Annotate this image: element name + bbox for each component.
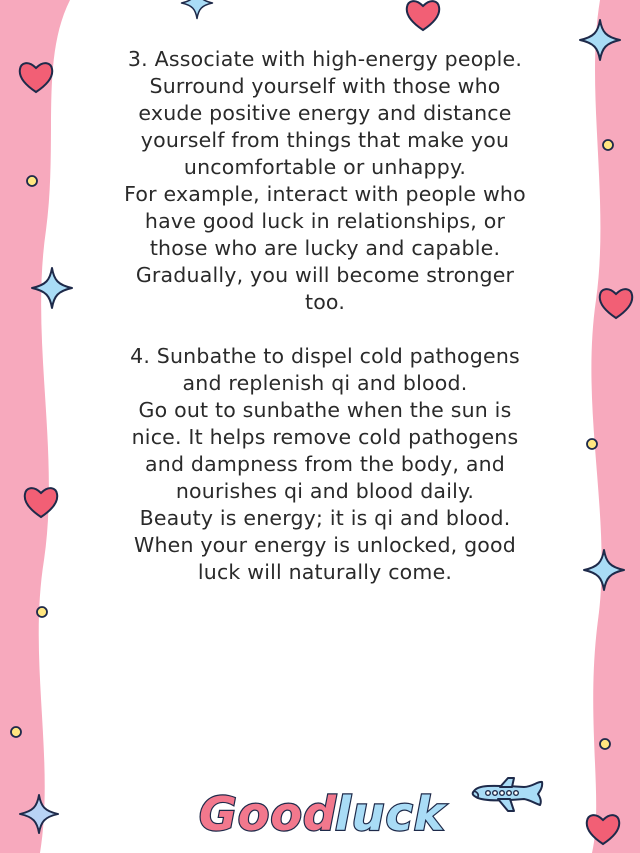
dot-icon bbox=[598, 737, 612, 751]
star-icon bbox=[175, 0, 219, 20]
section-3-paragraph: Surround yourself with those who exude positive energy and distance yourself from things that make you uncomfortable or unhappy. bbox=[138, 74, 512, 179]
dot-icon bbox=[35, 605, 49, 619]
star-icon bbox=[578, 18, 622, 62]
dot-icon bbox=[585, 437, 599, 451]
heart-icon bbox=[404, 0, 442, 32]
star-icon bbox=[18, 793, 60, 835]
section-3-paragraph: Gradually, you will become stronger too. bbox=[135, 263, 515, 314]
good-luck-sticker bbox=[195, 780, 465, 840]
heart-icon bbox=[17, 60, 55, 94]
section-3-heading: 3. Associate with high-energy people. bbox=[127, 47, 523, 71]
section-4-heading: 4. Sunbathe to dispel cold pathogens and replenish qi and blood. bbox=[130, 344, 520, 395]
dot-icon bbox=[25, 174, 39, 188]
section-4-paragraph: Go out to sunbathe when the sun is nice. It helps remove cold pathogens and dampness from the body, and nourishes qi and blood daily. bbox=[131, 398, 519, 503]
section-3-paragraph: For example, interact with people who have good luck in relationships, or those who are lucky and capable. bbox=[124, 182, 526, 260]
luck-text: luck bbox=[335, 787, 446, 840]
section-4-paragraph: When your energy is unlocked, good luck will naturally come. bbox=[133, 533, 517, 584]
good-text: Good bbox=[199, 787, 337, 840]
section-4-paragraph: Beauty is energy; it is qi and blood. bbox=[139, 506, 511, 530]
airplane-icon bbox=[468, 775, 546, 815]
heart-icon bbox=[22, 485, 60, 519]
section-spacer bbox=[115, 316, 535, 343]
heart-icon bbox=[584, 812, 622, 846]
star-icon bbox=[582, 548, 626, 592]
star-icon bbox=[30, 266, 74, 310]
heart-icon bbox=[597, 286, 635, 320]
dot-icon bbox=[9, 725, 23, 739]
article-body bbox=[115, 46, 535, 586]
dot-icon bbox=[601, 138, 615, 152]
